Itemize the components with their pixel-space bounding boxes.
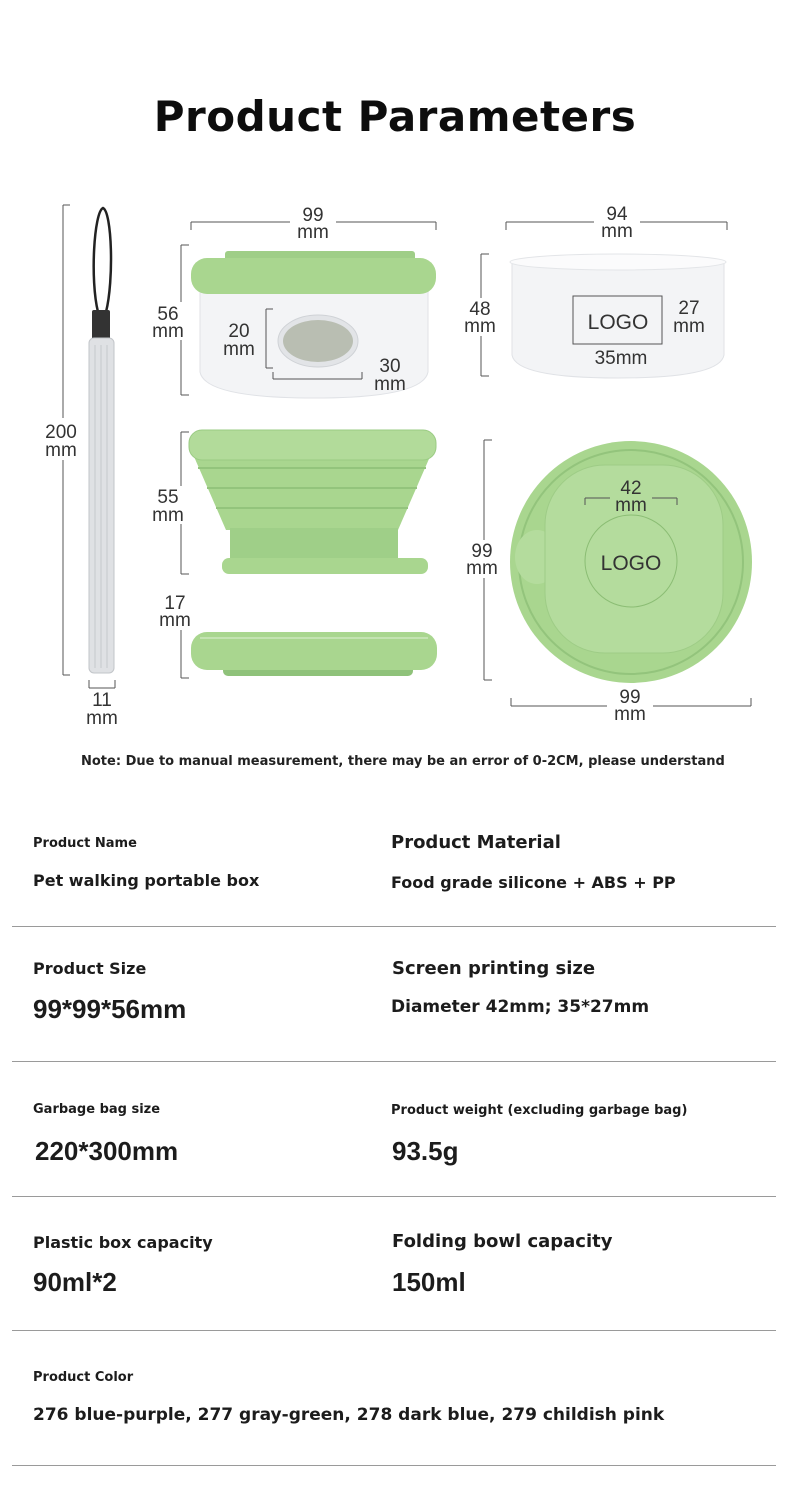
product-name-label: Product Name [33, 836, 137, 851]
lid-illustration [191, 632, 437, 676]
bowl-height-unit: mm [152, 505, 184, 526]
window-width-value: 30 [379, 356, 401, 377]
box-width-value: 99 [302, 205, 324, 226]
bowl-capacity-label: Folding bowl capacity [392, 1231, 613, 1252]
window-height-unit: mm [223, 339, 255, 360]
logo-width-value: 35mm [594, 348, 648, 369]
box-capacity-value: 90ml*2 [33, 1267, 117, 1297]
strap-illustration [89, 208, 114, 673]
top-view-width-unit: mm [614, 704, 646, 725]
row-divider [12, 1330, 776, 1331]
product-name-value: Pet walking portable box [33, 871, 260, 890]
bowl-capacity-value: 150ml [392, 1267, 466, 1297]
size-label: Product Size [33, 959, 147, 978]
color-value: 276 blue-purple, 277 gray-green, 278 dark blue, 279 childish pink [33, 1405, 665, 1425]
folding-bowl-illustration [189, 430, 436, 574]
white-box-logo-text: LOGO [587, 311, 649, 334]
top-view-logo-text: LOGO [600, 552, 662, 575]
color-label: Product Color [33, 1370, 134, 1385]
logo-height-unit: mm [673, 316, 705, 337]
weight-value: 93.5g [392, 1136, 459, 1166]
window-height-value: 20 [228, 321, 250, 342]
top-logo-diameter-unit: mm [615, 495, 647, 516]
box-height-value: 56 [157, 304, 179, 325]
box-capacity-label: Plastic box capacity [33, 1233, 213, 1252]
measurement-note: Note: Due to manual measurement, there may be an error of 0-2CM, please understand [81, 754, 725, 769]
bowl-height-value: 55 [157, 487, 179, 508]
window-width-unit: mm [374, 374, 406, 395]
row-divider [12, 1196, 776, 1197]
product-dimension-diagram [0, 195, 790, 735]
row-divider [12, 1061, 776, 1062]
top-logo-diameter-value: 42 [620, 478, 642, 499]
top-view-height-value: 99 [471, 541, 493, 562]
screen-print-value: Diameter 42mm; 35*27mm [391, 997, 650, 1017]
top-view-height-unit: mm [466, 558, 498, 579]
material-label: Product Material [391, 832, 561, 853]
bag-size-label: Garbage bag size [33, 1102, 161, 1117]
strap-height-unit: mm [45, 440, 77, 461]
white-box-height-unit: mm [464, 316, 496, 337]
size-value: 99*99*56mm [33, 994, 187, 1024]
white-box-height-value: 48 [469, 299, 491, 320]
screen-print-label: Screen printing size [392, 958, 596, 979]
bag-size-value: 220*300mm [35, 1136, 179, 1166]
row-divider [12, 926, 776, 927]
lid-height-unit: mm [159, 610, 191, 631]
strap-width-unit: mm [86, 708, 118, 729]
material-value: Food grade silicone + ABS + PP [391, 873, 676, 892]
strap-height-value: 200 [45, 422, 77, 443]
row-divider [12, 1465, 776, 1466]
box-width-unit: mm [297, 222, 329, 243]
lid-height-value: 17 [164, 593, 186, 614]
white-box-width-value: 94 [606, 204, 628, 225]
logo-height-value: 27 [678, 298, 700, 319]
white-box-width-unit: mm [601, 221, 633, 242]
box-height-unit: mm [152, 321, 184, 342]
top-view-width-value: 99 [619, 687, 641, 708]
strap-width-value: 11 [92, 690, 112, 711]
page-title: Product Parameters [153, 92, 637, 141]
weight-label: Product weight (excluding garbage bag) [391, 1103, 688, 1118]
